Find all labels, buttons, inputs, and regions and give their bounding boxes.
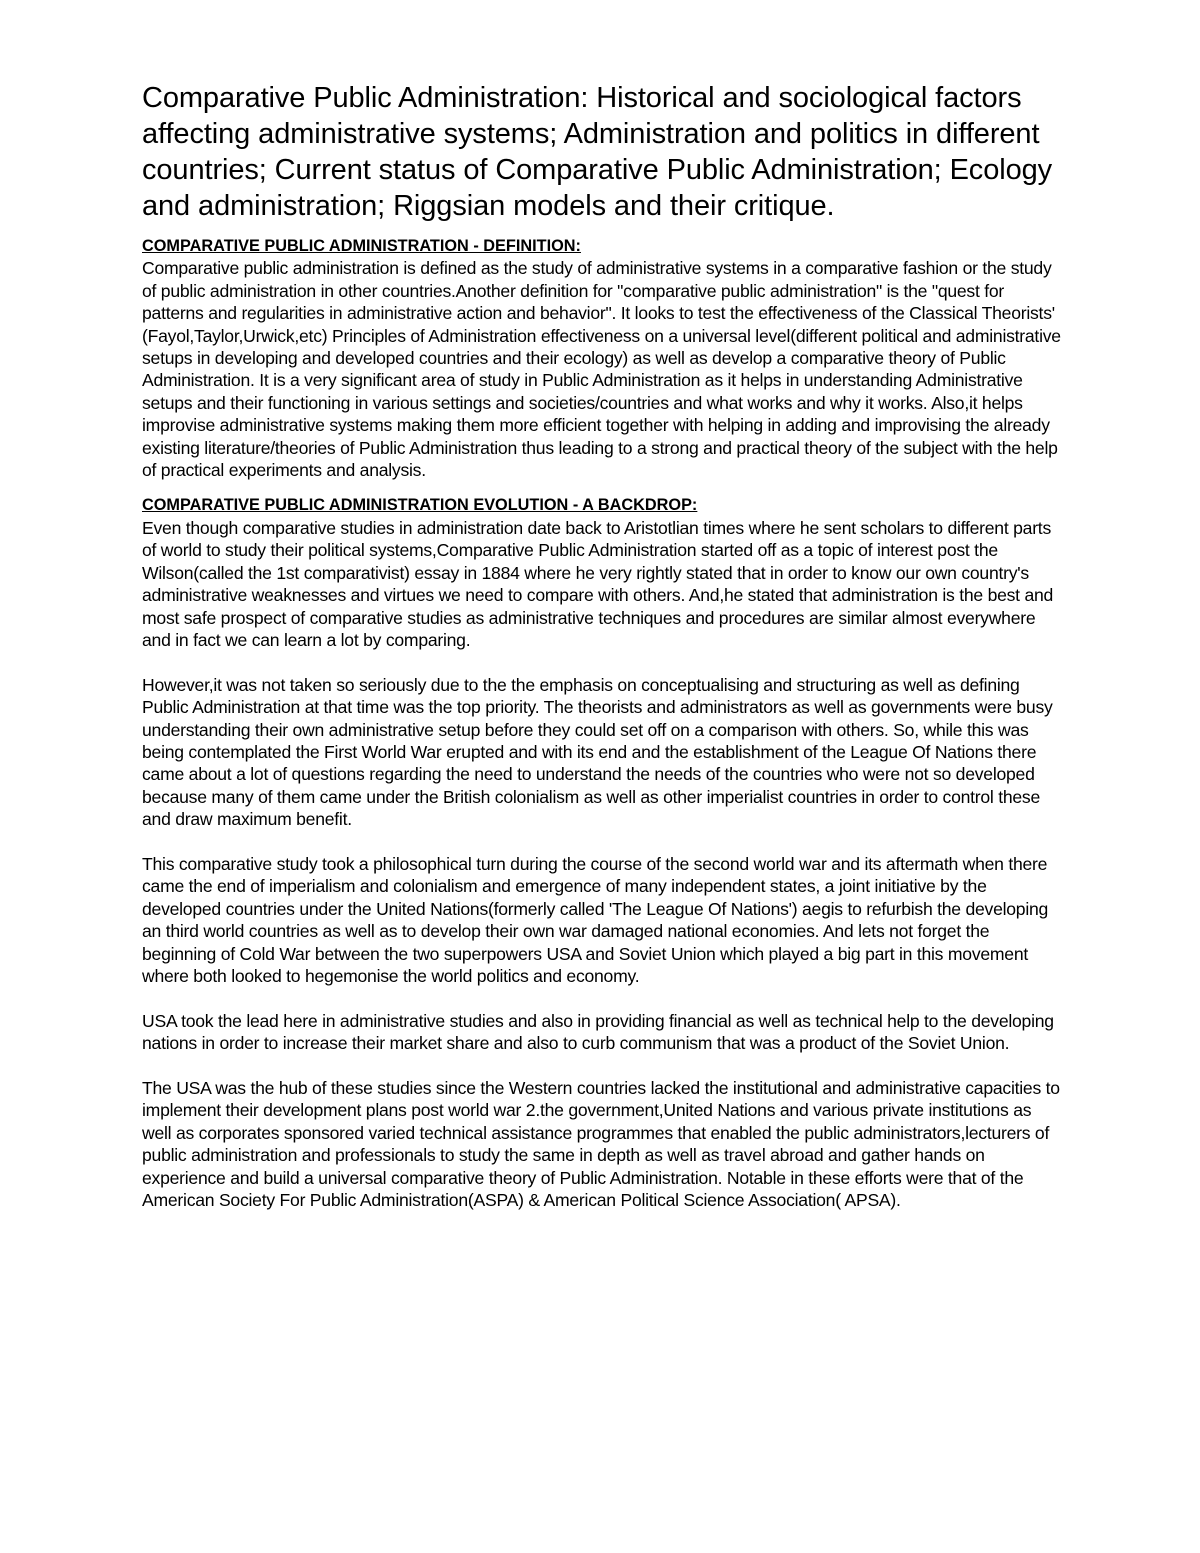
- evolution-paragraph-2: However,it was not taken so seriously due to the the emphasis on conceptualising and structuring as well as defining Public Administration at that time was the top priority. The theorists and administrators as well as governments were busy understanding their own administrative setup before they could set off on a comparison with others. So, while this was being contemplated the First World War erupted and with its end and the establishment of the League Of Nations there came about a lot of questions regarding the need to understand the needs of the countries who were not so developed because many of them came under the British colonialism as well as other imperialist countries in order to control these and draw maximum benefit.: [142, 674, 1053, 830]
- spacer: [142, 987, 1062, 1009]
- evolution-section: [142, 494, 1062, 1211]
- definition-paragraph: Comparative public administration is defined as the study of administrative systems in a comparative fashion or the study of public administration in other countries.Another definition for "comparative public administration" is the "quest for patterns and regularities in administrative action and behavior". It looks to test the effectiveness of the Classical Theorists' (Fayol,Taylor,Urwick,etc) Principles of Administration effectiveness on a universal level(different political and administrative setups in developing and developed countries and their ecology) as well as develop a comparative theory of Public Administration. It is a very significant area of study in Public Administration as it helps in understanding Administrative setups and their functioning in various settings and societies/countries and what works and why it works. Also,it helps improvise administrative systems making them more efficient together with helping in adding and improvising the already existing literature/theories of Public Administration thus leading to a strong and practical theory of the subject with the help of practical experiments and analysis.: [142, 258, 1061, 481]
- definition-heading: COMPARATIVE PUBLIC ADMINISTRATION - DEFINITION:: [142, 237, 581, 255]
- definition-section: [142, 235, 1062, 481]
- spacer: [142, 1055, 1062, 1077]
- spacer: [142, 481, 1062, 494]
- evolution-paragraph-4: USA took the lead here in administrative studies and also in providing financial as well as technical help to the developing nations in order to increase their market share and also to curb communism that was a product of the Soviet Union.: [142, 1010, 1054, 1054]
- evolution-paragraph-3: This comparative study took a philosophical turn during the course of the second world war and its aftermath when there came the end of imperialism and colonialism and emergence of many independent states, a joint initiative by the developed countries under the United Nations(formerly called 'The League Of Nations') aegis to refurbish the developing an third world countries as well as to develop their own war damaged national economies. And lets not forget the beginning of Cold War between the two superpowers USA and Soviet Union which played a big part in this movement where both looked to hegemonise the world politics and economy.: [142, 853, 1049, 986]
- document-page: [142, 80, 1062, 1211]
- evolution-heading: COMPARATIVE PUBLIC ADMINISTRATION EVOLUTION - A BACKDROP:: [142, 496, 698, 515]
- spacer: [142, 831, 1062, 853]
- spacer: [142, 651, 1062, 673]
- evolution-paragraph-1: Even though comparative studies in administration date back to Aristotlian times where he sent scholars to different parts of world to study their political systems,Comparative Public Administration started off as a topic of interest post the Wilson(called the 1st comparativist) essay in 1884 where he very rightly stated that in order to know our own country's administrative weaknesses and virtues we need to compare with others. And,he stated that administration is the best and most safe prospect of comparative studies as administrative techniques and procedures are similar almost everywhere and in fact we can learn a lot by comparing.: [142, 517, 1054, 650]
- evolution-paragraph-5: The USA was the hub of these studies since the Western countries lacked the institutional and administrative capacities to implement their development plans post world war 2.the government,United Nations and various private institutions as well as corporates sponsored varied technical assistance programmes that enabled the public administrators,lecturers of public administration and professionals to study the same in depth as well as travel abroad and gather hands on experience and build a universal comparative theory of Public Administration. Notable in these efforts were that of the American Society For Public Administration(ASPA) & American Political Science Association( APSA).: [142, 1077, 1060, 1210]
- document-title: Comparative Public Administration: Historical and sociological factors affecting administrative systems; Administration and politics in different countries; Current status of Comparative Public Administration; Ecology and administration; Riggsian models and their critique.: [142, 82, 1053, 222]
